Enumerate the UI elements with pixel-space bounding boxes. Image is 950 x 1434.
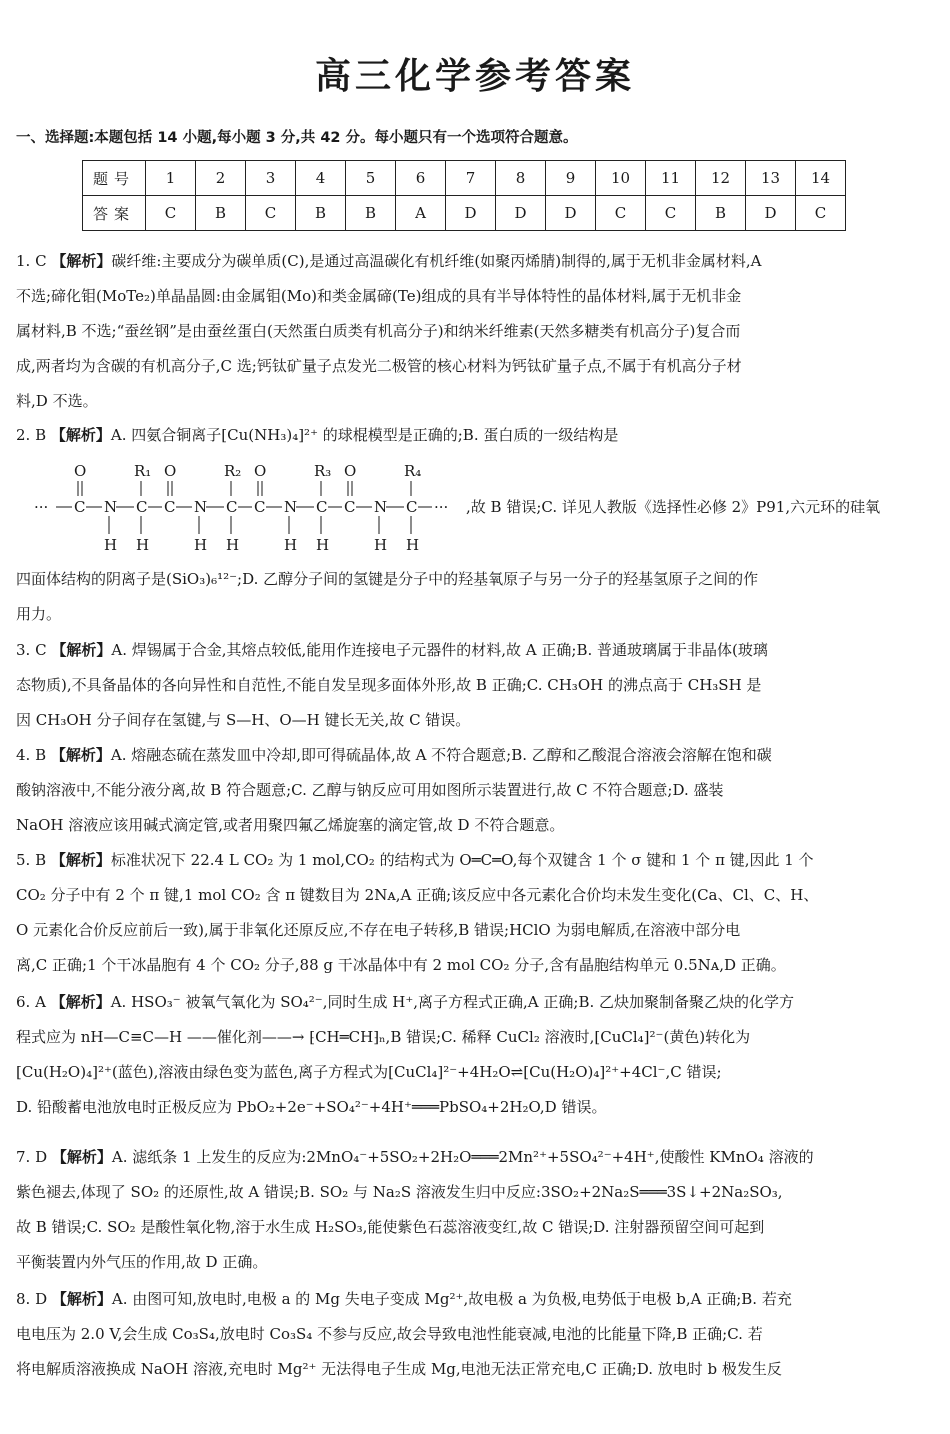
answer-7	[16, 1140, 934, 1280]
answer-line: 四面体结构的阴离子是(SiO₃)₆¹²⁻;D. 乙醇分子间的氢键是分子中的羟基氧原子与另一分子的羟基氢原子之间的作	[16, 570, 759, 588]
question-number: 7. D	[16, 1148, 48, 1166]
chain-hydrogen: H	[226, 536, 240, 554]
question-number: 5. B	[16, 851, 47, 869]
answer-line: 因 CH₃OH 分子间存在氢键,与 S—H、O—H 键长无关,故 C 错误。	[16, 711, 471, 729]
answer-text: 碳纤维:主要成分为碳单质(C),是通过高温碳化有机纤维(如聚丙烯腈)制得的,属于无机非金属材料,A	[111, 252, 762, 270]
answer-2-cont	[16, 562, 934, 632]
chain-hydrogen: H	[374, 536, 388, 554]
table-cell: 13	[746, 161, 796, 196]
chain-substituent: O	[164, 462, 177, 480]
table-row-header: 答案	[83, 196, 146, 231]
analysis-tag: 【解析】	[50, 426, 111, 444]
question-number: 8. D	[16, 1290, 48, 1308]
answer-4	[16, 738, 934, 843]
chain-substituent: R₂	[224, 462, 242, 480]
answer-table	[82, 160, 846, 231]
answer-line: CO₂ 分子中有 2 个 π 键,1 mol CO₂ 含 π 键数目为 2Nᴀ,A 正确;该反应中各元素化合价均未发生变化(Ca、Cl、C、H、	[16, 886, 819, 904]
chain-atom: C	[74, 498, 86, 516]
answer-line: 程式应为 nH—C≡C—H ——催化剂——→ ⁅CH═CH⁆ₙ,B 错误;C. 稀释 CuCl₂ 溶液时,[CuCl₄]²⁻(黄色)转化为	[16, 1028, 751, 1046]
peptide-chain-diagram	[34, 460, 474, 560]
chain-atom: C	[164, 498, 176, 516]
analysis-tag: 【解析】	[51, 252, 112, 270]
table-cell: 9	[546, 161, 596, 196]
table-cell: 5	[346, 161, 396, 196]
chain-atom: N	[284, 498, 298, 516]
answer-line: 用力。	[16, 605, 62, 623]
table-cell: D	[546, 196, 596, 231]
answer-8	[16, 1282, 934, 1387]
table-cell: A	[396, 196, 446, 231]
table-cell: 11	[646, 161, 696, 196]
table-cell: 8	[496, 161, 546, 196]
answer-line	[16, 418, 934, 453]
section-heading: 一、选择题:本题包括 14 小题,每小题 3 分,共 42 分。每小题只有一个选项符合题意。	[16, 130, 578, 146]
answer-line: 将电解质溶液换成 NaOH 溶液,充电时 Mg²⁺ 无法得电子生成 Mg,电池无法正常充电,C 正确;D. 放电时 b 极发生反	[16, 1360, 782, 1378]
chain-hydrogen: H	[284, 536, 298, 554]
table-cell: 1	[146, 161, 196, 196]
chain-atom: C	[254, 498, 266, 516]
table-cell: 2	[196, 161, 246, 196]
chain-dots: ···	[34, 498, 49, 516]
chain-hydrogen: H	[136, 536, 150, 554]
answer-text: A. 熔融态硫在蒸发皿中冷却,即可得硫晶体,故 A 不符合题意;B. 乙醇和乙酸混合溶液会溶解在饱和碳	[110, 746, 772, 764]
chain-substituent: O	[254, 462, 267, 480]
answer-text: A. HSO₃⁻ 被氧气氧化为 SO₄²⁻,同时生成 H⁺,离子方程式正确,A 正确;B. 乙炔加聚制备聚乙炔的化学方	[110, 993, 795, 1011]
answer-line: 电电压为 2.0 V,会生成 Co₃S₄,放电时 Co₃S₄ 不参与反应,故会导致电池性能衰减,电池的比能量下降,B 正确;C. 若	[16, 1325, 763, 1343]
table-cell: 14	[796, 161, 846, 196]
chain-substituent: R₃	[314, 462, 332, 480]
table-cell: C	[246, 196, 296, 231]
table-cell: B	[346, 196, 396, 231]
answer-line: 不选;碲化钼(MoTe₂)单晶晶圆:由金属钼(Mo)和类金属碲(Te)组成的具有半导体特性的晶体材料,属于无机非金	[16, 287, 742, 305]
question-number: 1. C	[16, 252, 47, 270]
answer-line: 料,D 不选。	[16, 392, 98, 410]
table-cell: C	[146, 196, 196, 231]
table-cell: D	[496, 196, 546, 231]
answer-line	[16, 1140, 934, 1175]
chain-substituent: O	[74, 462, 87, 480]
answer-line: 属材料,B 不选;“蚕丝钢”是由蚕丝蛋白(天然蛋白质类有机高分子)和纳米纤维素(天然多糖类有机高分子)复合而	[16, 322, 741, 340]
answer-5	[16, 843, 934, 983]
chain-dots: ···	[434, 498, 449, 516]
chain-atom: C	[406, 498, 418, 516]
table-cell: 3	[246, 161, 296, 196]
table-cell: 7	[446, 161, 496, 196]
chain-atom: N	[374, 498, 388, 516]
answer-line	[16, 738, 934, 773]
answer-line: [Cu(H₂O)₄]²⁺(蓝色),溶液由绿色变为蓝色,离子方程式为[CuCl₄]²⁻+4H₂O⇌[Cu(H₂O)₄]²⁺+4Cl⁻,C 错误;	[16, 1063, 722, 1081]
chain-substituent: R₁	[134, 462, 152, 480]
answer-text: A. 焊锡属于合金,其熔点较低,能用作连接电子元器件的材料,故 A 正确;B. 普通玻璃属于非晶体(玻璃	[111, 641, 768, 659]
answer-text: A. 滤纸条 1 上发生的反应为:2MnO₄⁻+5SO₂+2H₂O═══2Mn²⁺+5SO₄²⁻+4H⁺,使酸性 KMnO₄ 溶液的	[111, 1148, 814, 1166]
analysis-tag: 【解析】	[51, 641, 112, 659]
page-title: 高三化学参考答案	[314, 56, 635, 97]
analysis-tag: 【解析】	[51, 1148, 112, 1166]
table-cell: C	[596, 196, 646, 231]
answer-line: 酸钠溶液中,不能分液分离,故 B 符合题意;C. 乙醇与钠反应可用如图所示装置进行,故 C 不符合题意;D. 盛装	[16, 781, 724, 799]
table-cell: C	[646, 196, 696, 231]
chain-atom: N	[104, 498, 118, 516]
table-row	[83, 196, 846, 231]
peptide-structure	[34, 460, 474, 560]
answer-line: 紫色褪去,体现了 SO₂ 的还原性,故 A 错误;B. SO₂ 与 Na₂S 溶液发生归中反应:3SO₂+2Na₂S═══3S↓+2Na₂SO₃,	[16, 1183, 783, 1201]
answer-1	[16, 244, 934, 419]
answer-6	[16, 985, 934, 1125]
table-cell: C	[796, 196, 846, 231]
table-cell: 10	[596, 161, 646, 196]
chain-atom: C	[344, 498, 356, 516]
table-cell: B	[696, 196, 746, 231]
answer-line: 成,两者均为含碳的有机高分子,C 选;钙钛矿量子点发光二极管的核心材料为钙钛矿量子点,不属于有机高分子材	[16, 357, 742, 375]
answer-line	[16, 244, 934, 279]
analysis-tag: 【解析】	[50, 851, 111, 869]
answer-line: D. 铅酸蓄电池放电时正极反应为 PbO₂+2e⁻+SO₄²⁻+4H⁺═══PbSO₄+2H₂O,D 错误。	[16, 1098, 607, 1116]
table-cell: 6	[396, 161, 446, 196]
answer-3	[16, 633, 934, 738]
table-cell: D	[446, 196, 496, 231]
answer-line	[16, 633, 934, 668]
answer-line	[16, 1282, 934, 1317]
chain-atom: C	[136, 498, 148, 516]
chain-substituent: R₄	[404, 462, 422, 480]
answer-text: A. 四氨合铜离子[Cu(NH₃)₄]²⁺ 的球棍模型是正确的;B. 蛋白质的一级结构是	[110, 426, 619, 444]
chain-hydrogen: H	[194, 536, 208, 554]
answer-text: 标准状况下 22.4 L CO₂ 为 1 mol,CO₂ 的结构式为 O═C═O,每个双键含 1 个 σ 键和 1 个 π 键,因此 1 个	[110, 851, 814, 869]
table-cell: D	[746, 196, 796, 231]
chain-hydrogen: H	[406, 536, 420, 554]
table-row	[83, 161, 846, 196]
answer-line: NaOH 溶液应该用碱式滴定管,或者用聚四氟乙烯旋塞的滴定管,故 D 不符合题意。	[16, 816, 565, 834]
answer-2	[16, 418, 934, 453]
table-cell: 4	[296, 161, 346, 196]
chain-hydrogen: H	[104, 536, 118, 554]
table-cell: B	[296, 196, 346, 231]
question-number: 3. C	[16, 641, 47, 659]
question-number: 4. B	[16, 746, 47, 764]
chain-atom: N	[194, 498, 208, 516]
answer-line	[16, 843, 934, 878]
answer-line: 离,C 正确;1 个干冰晶胞有 4 个 CO₂ 分子,88 g 干冰晶体中有 2 mol CO₂ 分子,含有晶胞结构单元 0.5Nᴀ,D 正确。	[16, 956, 786, 974]
table-row-header: 题号	[83, 161, 146, 196]
chain-atom: C	[226, 498, 238, 516]
chain-substituent: O	[344, 462, 357, 480]
table-cell: B	[196, 196, 246, 231]
answer-line: 平衡装置内外气压的作用,故 D 正确。	[16, 1253, 268, 1271]
answer-text: ,故 B 错误;C. 详见人教版《选择性必修 2》P91,六元环的硅氧	[466, 498, 881, 516]
analysis-tag: 【解析】	[50, 993, 111, 1011]
analysis-tag: 【解析】	[50, 746, 111, 764]
analysis-tag: 【解析】	[51, 1290, 112, 1308]
chain-atom: C	[316, 498, 328, 516]
answer-line: 故 B 错误;C. SO₂ 是酸性氧化物,溶于水生成 H₂SO₃,能使紫色石蕊溶液变红,故 C 错误;D. 注射器预留空间可起到	[16, 1218, 765, 1236]
question-number: 2. B	[16, 426, 47, 444]
answer-line: O 元素化合价反应前后一致),属于非氧化还原反应,不存在电子转移,B 错误;HClO 为弱电解质,在溶液中部分电	[16, 921, 741, 939]
table-cell: 12	[696, 161, 746, 196]
question-number: 6. A	[16, 993, 46, 1011]
answer-line: 态物质),不具备晶体的各向异性和自范性,不能自发呈现多面体外形,故 B 正确;C. CH₃OH 的沸点高于 CH₃SH 是	[16, 676, 762, 694]
answer-text: A. 由图可知,放电时,电极 a 的 Mg 失电子变成 Mg²⁺,故电极 a 为负极,电势低于电极 b,A 正确;B. 若充	[111, 1290, 792, 1308]
chain-hydrogen: H	[316, 536, 330, 554]
answer-line	[16, 985, 934, 1020]
